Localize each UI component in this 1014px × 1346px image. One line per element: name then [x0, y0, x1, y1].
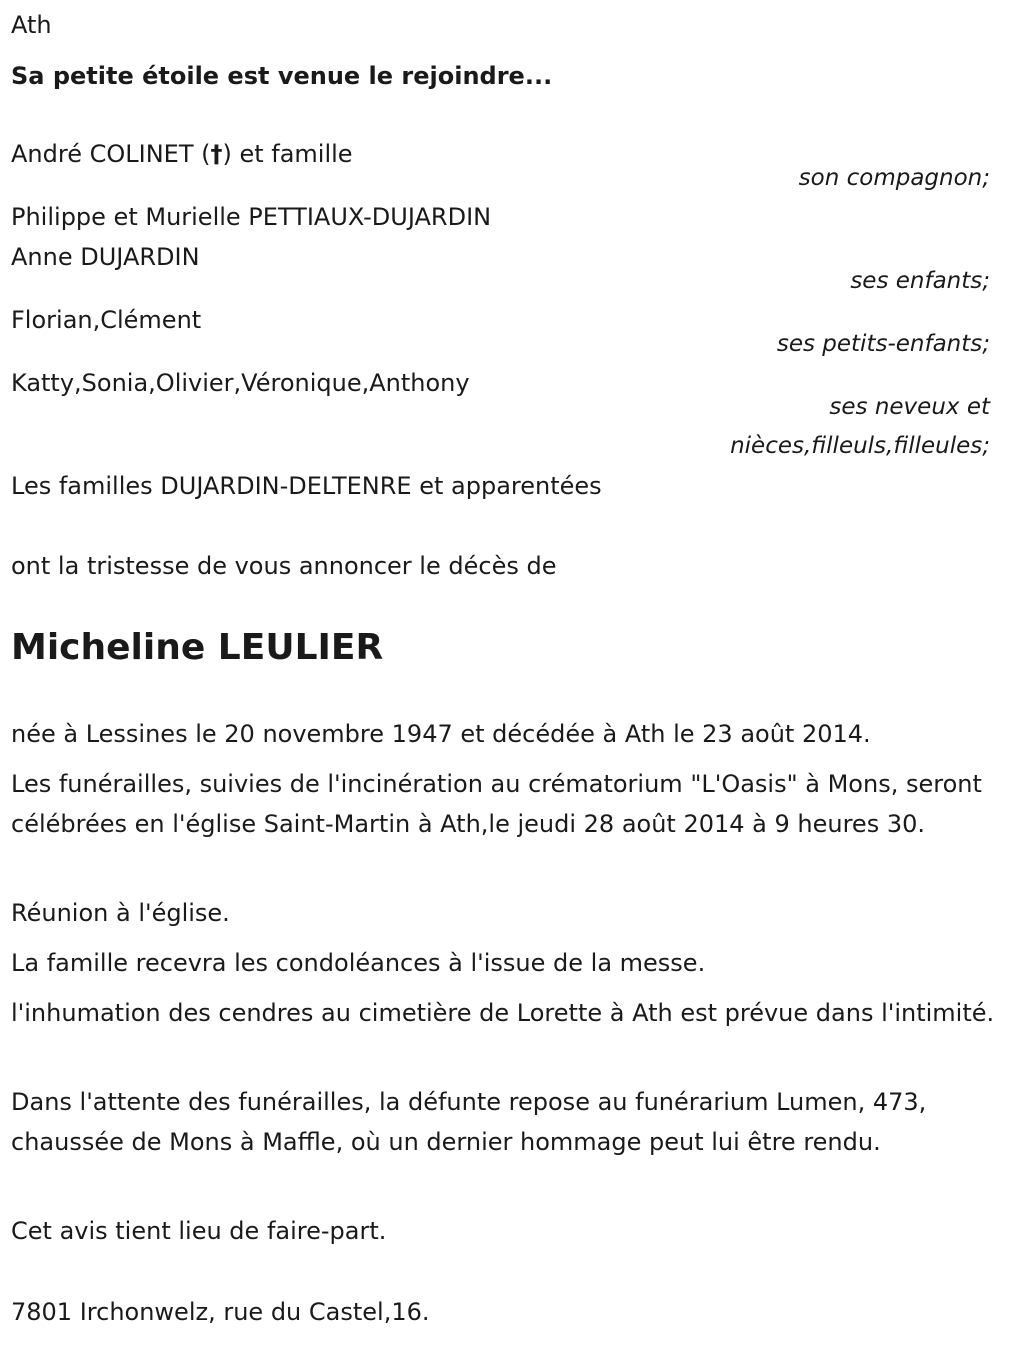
family-children-1: Philippe et Murielle PETTIAUX-DUJARDIN	[11, 203, 492, 231]
relation-grandchildren: ses petits-enfants;	[776, 331, 990, 357]
paragraph-funerarium: Dans l'attente des funérailles, la défunte repose au funérarium Lumen, 473, chaussée de Mons à Maffle, où un dernier hommage peut lui être rendu.	[11, 1088, 927, 1156]
paragraph-funeral: Les funérailles, suivies de l'incinération au crématorium "L'Oasis" à Mons, seront célébrées en l'église Saint-Martin à Ath,le jeudi 28 août 2014 à 9 heures 30.	[11, 770, 982, 838]
family-companion	[11, 139, 353, 169]
paragraph-notice: Cet avis tient lieu de faire-part.	[11, 1217, 387, 1245]
family-companion-prefix: André COLINET (	[11, 140, 211, 168]
cross-icon: †	[210, 140, 223, 168]
paragraph-meeting: Réunion à l'église.	[11, 899, 230, 927]
family-others: Les familles DUJARDIN-DELTENRE et apparentées	[11, 472, 602, 500]
relation-nephews-2: nièces,filleuls,filleules;	[730, 433, 990, 459]
family-children-2: Anne DUJARDIN	[11, 243, 200, 271]
paragraph-condolences: La famille recevra les condoléances à l'issue de la messe.	[11, 949, 706, 977]
family-companion-suffix: ) et famille	[222, 140, 353, 168]
deceased-name: Micheline LEULIER	[11, 627, 384, 668]
address: 7801 Irchonwelz, rue du Castel,16.	[11, 1298, 430, 1326]
relation-children: ses enfants;	[850, 268, 990, 294]
family-grandchildren: Florian,Clément	[11, 306, 202, 334]
relation-companion: son compagnon;	[798, 165, 990, 191]
relation-nephews-1: ses neveux et	[829, 394, 990, 420]
paragraph-birth-death: née à Lessines le 20 novembre 1947 et décédée à Ath le 23 août 2014.	[11, 720, 871, 748]
announcement: ont la tristesse de vous annoncer le décès de	[11, 552, 557, 580]
paragraph-burial: l'inhumation des cendres au cimetière de Lorette à Ath est prévue dans l'intimité.	[11, 999, 995, 1027]
family-nephews: Katty,Sonia,Olivier,Véronique,Anthony	[11, 369, 470, 397]
tagline: Sa petite étoile est venue le rejoindre...	[11, 62, 553, 90]
location: Ath	[11, 11, 52, 39]
